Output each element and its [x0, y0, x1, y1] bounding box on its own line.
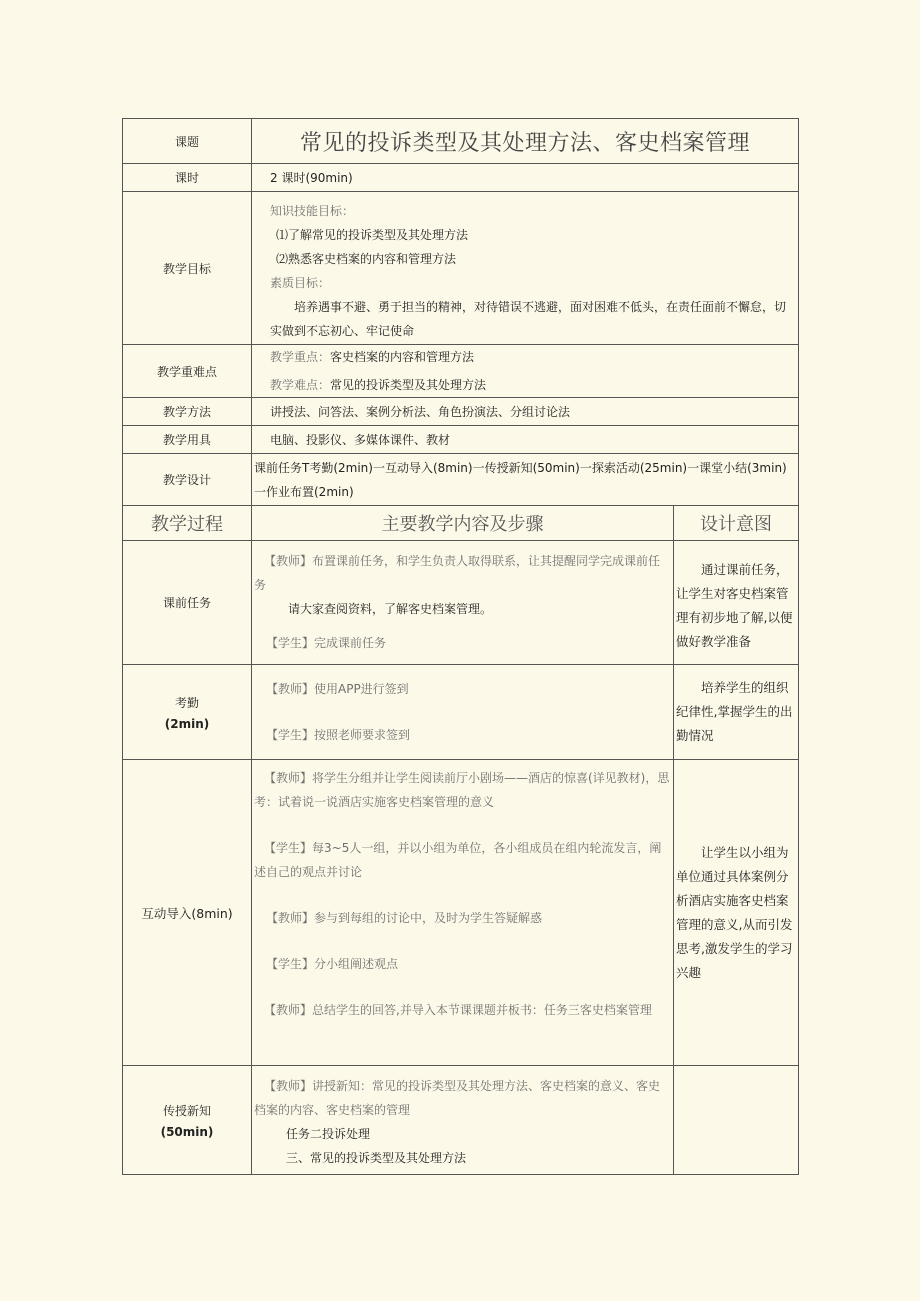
interactive-title: 互动导入(8min)	[141, 905, 233, 921]
teaching-content	[252, 1066, 674, 1175]
teaching-section: 三、常见的投诉类型及其处理方法	[286, 1151, 467, 1165]
attendance-student: 【学生】按照老师要求签到	[266, 728, 411, 742]
tools-label: 教学用具	[123, 426, 252, 454]
key-points-label: 教学重难点	[123, 345, 252, 398]
teaching-teacher: 【教师】讲授新知：常见的投诉类型及其处理方法、客史档案的意义、客史档案的内容、客史档案的管理	[254, 1079, 661, 1117]
key-value: 客史档案的内容和管理方法	[330, 350, 475, 364]
interactive-content	[252, 760, 674, 1066]
methods-value: 讲授法、问答法、案例分析法、角色扮演法、分组讨论法	[252, 398, 799, 426]
teaching-time: (50min)	[160, 1124, 214, 1139]
teaching-task: 任务二投诉处理	[286, 1127, 371, 1141]
pre-task-intent: 通过课前任务，让学生对客史档案管理有初步地了解,以便做好教学准备	[674, 541, 799, 665]
process-header-intent: 设计意图	[674, 506, 799, 541]
row-key-points	[123, 345, 799, 398]
goal-item-1: ⑴了解常见的投诉类型及其处理方法	[276, 228, 469, 242]
interactive-p4: 【学生】分小组阐述观点	[266, 957, 399, 971]
interactive-p5: 【教师】总结学生的回答,并导入本节课课题并板书：任务三客史档案管理	[264, 1003, 652, 1017]
key-points-content	[252, 345, 799, 398]
row-hours	[123, 164, 799, 192]
interactive-p1: 【教师】将学生分组并让学生阅读前厅小剧场——酒店的惊喜(详见教材)，思考：试着说一说酒店实施客史档案管理的意义	[254, 771, 670, 809]
teaching-intent	[674, 1066, 799, 1175]
interactive-p3: 【教师】参与到每组的讨论中，及时为学生答疑解惑	[266, 911, 543, 925]
interactive-p2: 【学生】每3~5人一组，并以小组为单位，各小组成员在组内轮流发言，阐述自己的观点并讨论	[254, 841, 662, 879]
pre-task-instruction: 请大家查阅资料，了解客史档案管理。	[288, 602, 493, 616]
design-label: 教学设计	[123, 454, 252, 506]
methods-label: 教学方法	[123, 398, 252, 426]
attendance-intent: 培养学生的组织纪律性,掌握学生的出勤情况	[674, 665, 799, 760]
row-topic	[123, 119, 799, 164]
pre-task-teacher: 【教师】布置课前任务，和学生负责人取得联系，让其提醒同学完成课前任务	[254, 554, 661, 592]
row-methods	[123, 398, 799, 426]
row-design	[123, 454, 799, 506]
process-header-row	[123, 506, 799, 541]
interactive-intent: 让学生以小组为单位通过具体案例分析酒店实施客史档案管理的意义,从而引发思考,激发学生的学习兴趣	[674, 760, 799, 1066]
attendance-time: (2min)	[164, 716, 210, 731]
attendance-title: 考勤	[174, 695, 199, 710]
row-tools	[123, 426, 799, 454]
hard-value: 常见的投诉类型及其处理方法	[330, 378, 487, 392]
design-value: 课前任务T考勤(2min)一互动导入(8min)一传授新知(50min)一探索活动(25min)一课堂小结(3min)一作业布置(2min)	[252, 454, 799, 506]
quality-text: 培养遇事不避、勇于担当的精神，对待错误不逃避，面对困难不低头，在责任面前不懈怠，切实做到不忘初心、牢记使命	[270, 300, 787, 338]
hours-value: 2 课时(90min)	[252, 164, 799, 192]
topic-label: 课题	[123, 119, 252, 164]
pre-task-name: 课前任务	[123, 541, 252, 665]
interactive-name	[123, 760, 252, 1066]
goals-content	[252, 192, 799, 345]
attendance-name	[123, 665, 252, 760]
pre-task-student: 【学生】完成课前任务	[266, 636, 387, 650]
tools-value: 电脑、投影仪、多媒体课件、教材	[252, 426, 799, 454]
process-header-content: 主要教学内容及步骤	[252, 506, 674, 541]
topic-value: 常见的投诉类型及其处理方法、客史档案管理	[252, 119, 799, 164]
hard-label: 教学难点：	[270, 378, 331, 392]
goals-label: 教学目标	[123, 192, 252, 345]
attendance-content	[252, 665, 674, 760]
lesson-plan-table	[122, 118, 799, 1175]
stage-teaching	[123, 1066, 799, 1175]
goal-item-2: ⑵熟悉客史档案的内容和管理方法	[276, 252, 457, 266]
hours-label: 课时	[123, 164, 252, 192]
knowledge-heading: 知识技能目标：	[270, 204, 355, 218]
process-header-stage: 教学过程	[123, 506, 252, 541]
pre-task-content	[252, 541, 674, 665]
stage-attendance	[123, 665, 799, 760]
teaching-title: 传授新知	[162, 1103, 211, 1118]
quality-heading: 素质目标：	[270, 276, 331, 290]
stage-interactive	[123, 760, 799, 1066]
attendance-teacher: 【教师】使用APP进行签到	[266, 682, 409, 696]
key-label: 教学重点：	[270, 350, 331, 364]
row-goals	[123, 192, 799, 345]
teaching-name	[123, 1066, 252, 1175]
stage-pre-task	[123, 541, 799, 665]
